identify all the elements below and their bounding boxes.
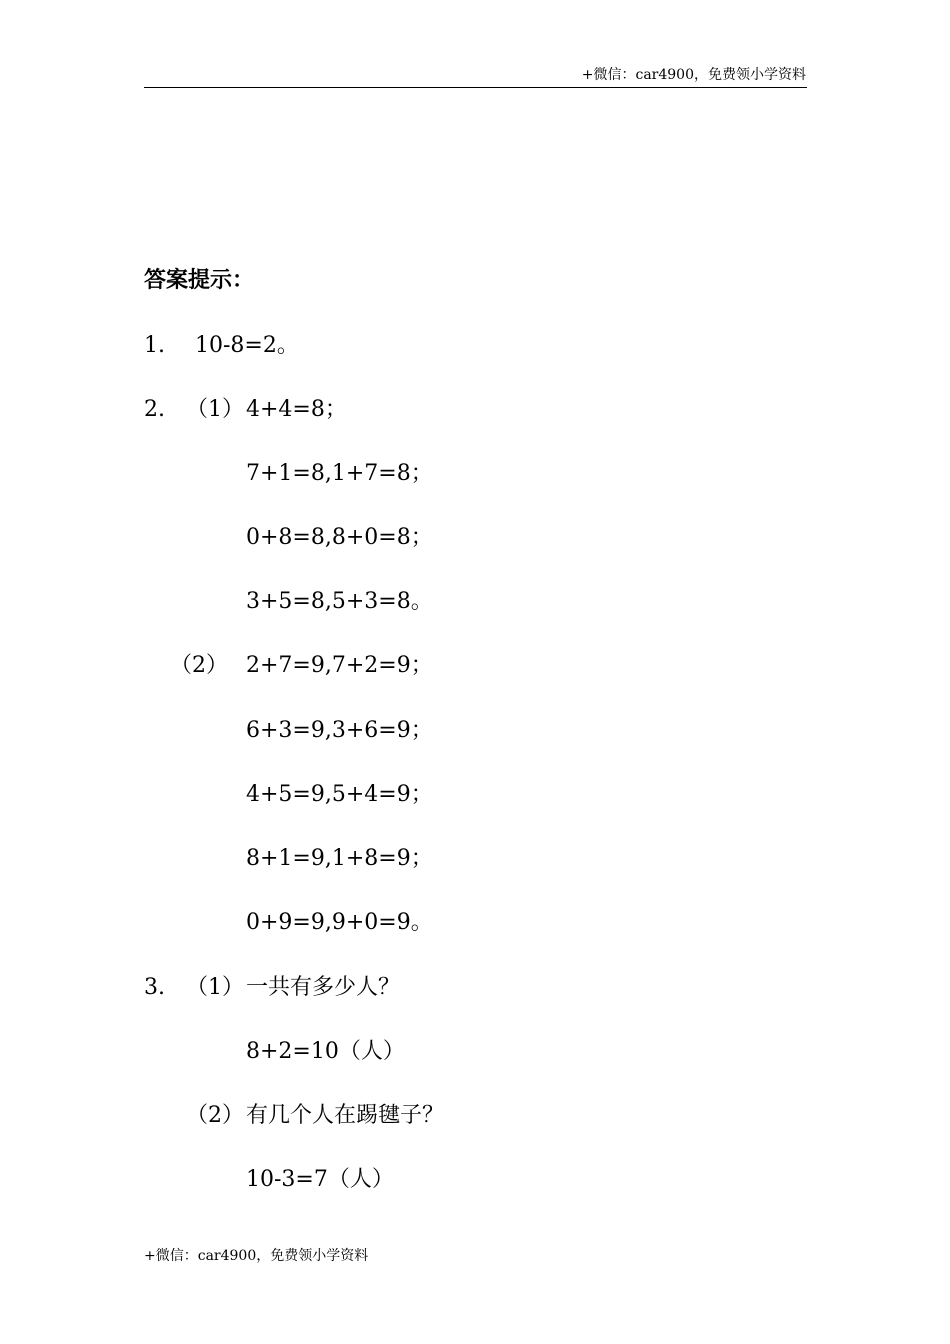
q2-part2-label: （2） [170, 653, 228, 678]
q2-part2-line: 4+5=9,5+4=9； [246, 782, 433, 807]
header-text: +微信：car4900，免费领小学资料 [581, 67, 806, 83]
q3-part2-question: 有几个人在踢毽子？ [246, 1103, 445, 1128]
q3-part1-answer: 8+2=10（人） [246, 1039, 405, 1064]
q2-part1-line: 0+8=8,8+0=8； [246, 525, 433, 550]
q2-part1-line: 3+5=8,5+3=8。 [246, 589, 433, 614]
q2-part1-label: （1） [186, 397, 244, 422]
q2-part1-line: 7+1=8,1+7=8； [246, 461, 433, 486]
q2-part1-line: 4+4=8； [246, 397, 347, 422]
q2-part2-line: 0+9=9,9+0=9。 [246, 910, 433, 935]
q2-number: 2. [144, 397, 165, 422]
answer-title: 答案提示： [144, 267, 255, 293]
q1-number: 1. [144, 333, 165, 358]
q3-number: 3. [144, 975, 165, 1000]
q2-part2-line: 2+7=9,7+2=9； [246, 653, 433, 678]
q1-answer: 10-8=2。 [195, 333, 299, 358]
header-rule [144, 87, 807, 88]
q2-part2-line: 6+3=9,3+6=9； [246, 718, 433, 743]
q3-part1-label: （1） [186, 975, 244, 1000]
q3-part2-answer: 10-3=7（人） [246, 1167, 394, 1192]
q3-part1-question: 一共有多少人？ [246, 975, 401, 1000]
q2-part2-line: 8+1=9,1+8=9； [246, 846, 433, 871]
footer-text: +微信：car4900，免费领小学资料 [144, 1248, 369, 1264]
q3-part2-label: （2） [186, 1103, 244, 1128]
